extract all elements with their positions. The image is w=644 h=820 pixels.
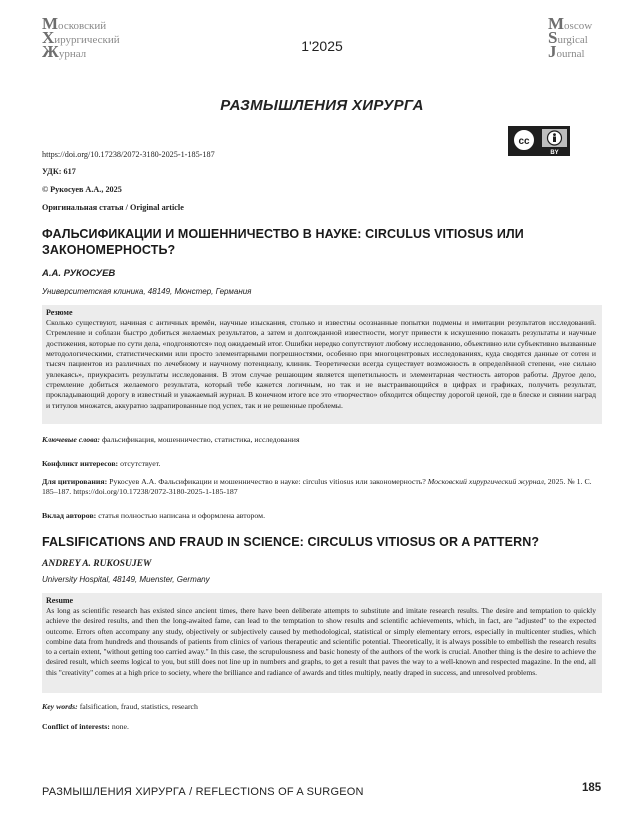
issue-number: 1'2025 <box>301 38 343 54</box>
conflict-value-en: none. <box>111 722 129 731</box>
running-title-footer: РАЗМЫШЛЕНИЯ ХИРУРГА / REFLECTIONS OF A SURGEON <box>42 786 364 798</box>
abstract-text-en: As long as scientific research has existed since ancient times, there have been deliberate attempts to substitute and imitate research results. The desire and temptation to quickly achieve the desired results, and then the long-awaited fame, can lead to the temptation to show results and scientific achievements, which, in fact, are "adjusted" to the expected outcome. Errors often accompany any study, objectively or subjectively caused by methodological, statistical or simply elementary errors, especially in multicenter studies, which combine data from hundreds and thousands of patients from clinics of various therapeutic and scientific potential. Theoretically, it is always possible to embellish the research results to a certain extent, "without getting too carried away." In this case, the scrupulousness and basic honesty of the authors of the work is crucial. Another thing is the desire to achieve the desired result, which seems logical to you, but still does not line up in numbers and graphs, to get a result that paves the way to a well-known and respected magazine. In the end, all this "creativity" comes at a high price to society, where the brilliance and radiance of awards and titles multiply, neatly draped in success, and unresolved problems. <box>46 606 596 677</box>
abstract-box-ru <box>42 305 602 424</box>
citation-main-ru: Рукосуев А.А. Фальсификации и мошенничество в науке: circulus vitiosus или закономерность? <box>109 477 426 486</box>
author-en: ANDREY A. RUKOSUJEW <box>42 559 152 569</box>
article-title-en: FALSIFICATIONS AND FRAUD IN SCIENCE: CIRCULUS VITIOSUS OR A PATTERN? <box>42 535 540 549</box>
abstract-box-en <box>42 593 602 693</box>
contribution-label-ru: Вклад авторов: <box>42 511 97 520</box>
keywords-value-ru: фальсификация, мошенничество, статистика, исследования <box>101 435 300 444</box>
conflict-value-ru: отсутствует. <box>120 459 161 468</box>
affiliation-en: University Hospital, 48149, Muenster, Germany <box>42 575 210 584</box>
keywords-label-ru: Ключевые слова: <box>42 435 101 444</box>
logo-ru-line-3: Журнал <box>42 42 87 61</box>
author-ru: А.А. РУКОСУЕВ <box>42 268 116 279</box>
svg-text:BY: BY <box>550 150 559 156</box>
conflict-label-ru: Конфликт интересов: <box>42 459 119 468</box>
logo-en-line-1: Moscow <box>548 14 593 33</box>
udk: УДК: 617 <box>42 167 76 176</box>
logo-ru-line-2: Хирургический <box>42 28 120 47</box>
svg-text:cc: cc <box>518 136 530 147</box>
contribution-value-ru: статья полностью написана и оформлена автором. <box>98 511 266 520</box>
contribution-ru <box>42 511 602 521</box>
abstract-heading-en: Resume <box>46 596 74 605</box>
logo-ru-line-1: Московский <box>42 14 107 33</box>
keywords-en <box>42 702 602 712</box>
logo-en-line-2: Surgical <box>548 28 588 47</box>
abstract-text-ru: Сколько существуют, начиная с античных времён, научные изыскания, столько и известны осознанные попытки подмены и имитации результатов исследований. Стремление и соблазн быстро добиться желаемых результатов, а затем и долгожданной известности, могут привести к искушению показать результаты и научные достижения, которые по сути дела, «подгоняются» под ожидаемый итог. Ошибки нередко сопутствуют любому исследованию, объективно или субъективно вызванные методологическими, статистическими или просто элементарными погрешностями, особенно при многоцентровых исследованиях, куда сводятся данные от сотен и тысяч пациентов из различных по лечебному и научному потенциалу, клиник. Теоретически всегда существует возможность в определённой степени, «не сильно увлекаясь», приукрасить результаты исследования. В этом случае решающим является щепетильность и элементарная честность авторов работы. Другое дело, стремление добиться желаемого результата, который тебе кажется логичным, но так и не выстраивающийся в цифрах и графиках, получить результат, прокладывающий дорогу в известный и уважаемый журнал. В конечном итоге все это «творчество» обходится обществу дорогой ценой, где в блеске и сиянии наград и титулов множатся, аккуратно задрапированные под успех, так и не решенные проблемы. <box>46 318 596 410</box>
cc-by-license-badge[interactable] <box>508 126 570 156</box>
article-type: Оригинальная статья / Original article <box>42 203 184 212</box>
keywords-label-en: Key words: <box>42 702 78 711</box>
article-title-ru: ФАЛЬСИФИКАЦИИ И МОШЕННИЧЕСТВО В НАУКЕ: CIRCULUS VITIOSUS ИЛИ ЗАКОНОМЕРНОСТЬ? <box>42 227 524 257</box>
logo-en-line-3: Journal <box>548 42 585 61</box>
page-number: 185 <box>582 782 602 794</box>
keywords-value-en: falsification, fraud, statistics, research <box>79 702 198 711</box>
cc-by-icon <box>508 126 570 156</box>
citation-tail-ru[interactable]: 2025. № 1. С. 185–187. https://doi.org/10.17238/2072-3180-2025-1-185-187 <box>42 477 592 497</box>
citation-journal-ru: Московский хирургический журнал, <box>427 477 546 486</box>
copyright: © Рукосуев А.А., 2025 <box>42 185 122 194</box>
affiliation-ru: Университетская клиника, 48149, Мюнстер, Германия <box>42 287 252 296</box>
conflict-ru <box>42 459 602 469</box>
citation-label-ru: Для цитирования: <box>42 477 108 486</box>
keywords-ru <box>42 435 602 445</box>
conflict-label-en: Conflict of interests: <box>42 722 110 731</box>
abstract-heading-ru: Резюме <box>46 308 73 317</box>
citation-ru <box>42 477 602 497</box>
section-title: РАЗМЫШЛЕНИЯ ХИРУРГА <box>220 97 424 114</box>
doi-link[interactable]: https://doi.org/10.17238/2072-3180-2025-1-185-187 <box>42 150 215 159</box>
conflict-en <box>42 722 602 732</box>
